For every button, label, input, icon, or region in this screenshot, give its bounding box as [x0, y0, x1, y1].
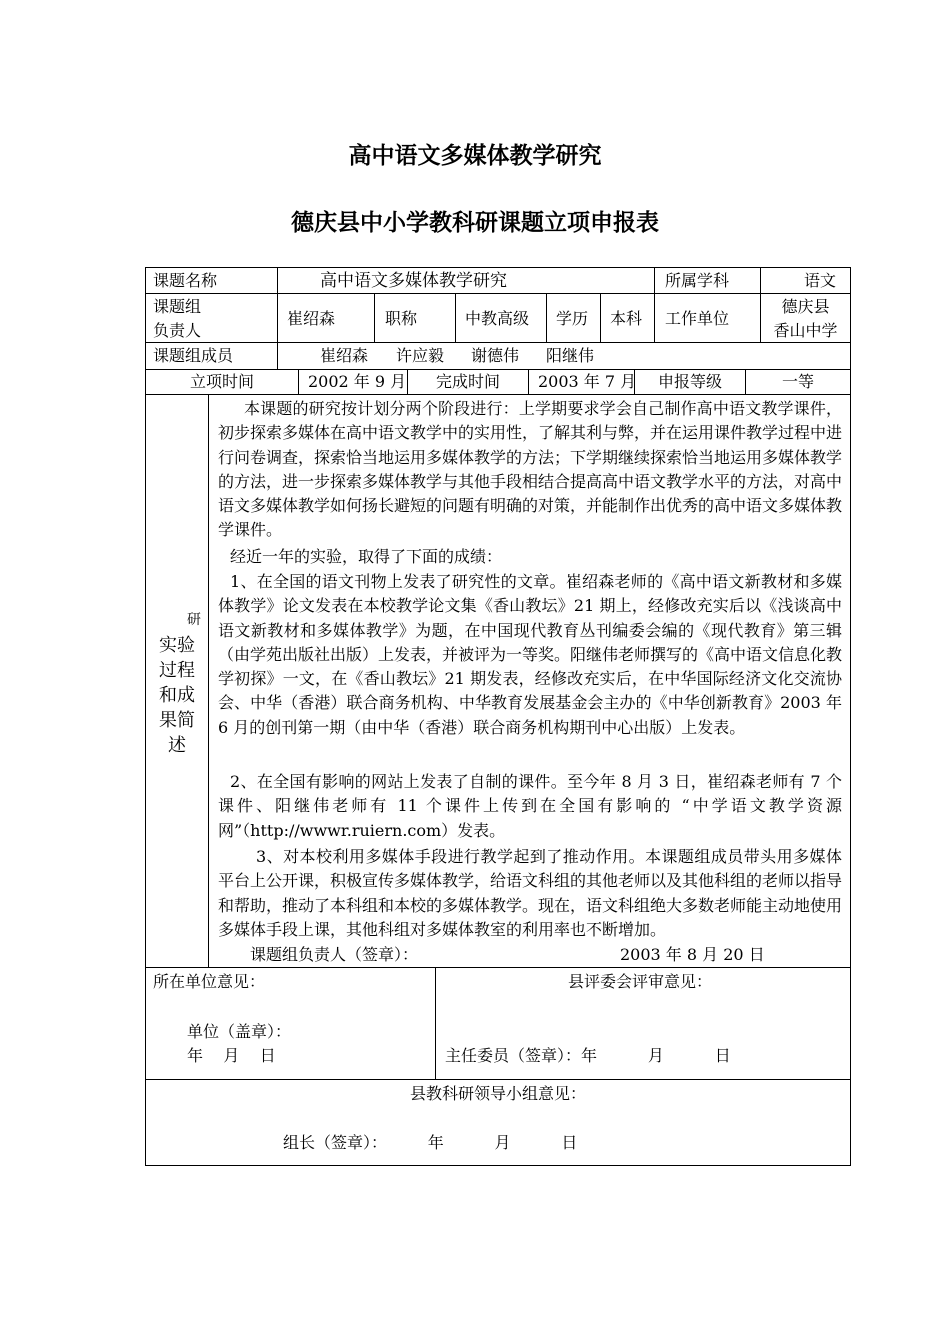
unit-opinion-label: 所在单位意见：	[153, 972, 266, 991]
county-opinion-label: 县评委会评审意见：	[568, 972, 713, 991]
value-leader: 崔绍森	[287, 309, 336, 328]
col-divider	[277, 342, 278, 370]
side-label-line: 实验	[159, 635, 195, 656]
label-project-name: 课题名称	[153, 271, 218, 290]
leader-opinion-label: 县教科研领导小组意见：	[409, 1084, 586, 1103]
form-title: 德庆县中小学教科研课题立项申报表	[291, 210, 659, 236]
label-leader-line1: 课题组	[153, 297, 202, 316]
label-subject: 所属学科	[665, 271, 730, 290]
value-grade: 一等	[781, 372, 814, 391]
member-name: 许应毅	[396, 346, 445, 365]
value-start-time: 2002 年 9 月	[308, 372, 407, 391]
table-border-top	[145, 267, 851, 268]
side-label-line: 和成	[159, 685, 195, 706]
value-education: 本科	[610, 309, 643, 328]
value-project-name: 高中语文多媒体教学研究	[320, 271, 507, 291]
signature-date: 2003 年 8 月 20 日	[620, 945, 765, 964]
value-work-unit-line2: 香山中学	[773, 321, 838, 340]
col-divider	[528, 369, 529, 395]
county-signer: 主任委员（签章）：年 月 日	[445, 1046, 731, 1065]
member-name: 谢德伟	[471, 346, 520, 365]
summary-paragraph: 本课题的研究按计划分两个阶段进行：上学期要求学会自己制作高中语文教学课件，初步探索多媒体在高中语文教学中的实用性，了解其利与弊，并在运用课件教学过程中进行问卷调查，探索恰当地运用多媒体教学的方法；下学期继续探索恰当地运用多媒体教学的方法，进一步探索多媒体教学与其他手段相结合提高高中语文教学水平的方法，对高中语文多媒体教学如何扬长避短的问题有明确的对策，并能制作出优秀的高中语文多媒体教学课件。	[218, 399, 843, 540]
member-name: 阳继伟	[546, 346, 595, 365]
table-border-bottom	[145, 1165, 851, 1166]
value-end-time: 2003 年 7 月	[538, 372, 637, 391]
value-subject: 语文	[804, 271, 837, 290]
member-name: 崔绍森	[320, 346, 369, 365]
leader-signer: 组长（签章）： 年 月 日	[283, 1133, 578, 1152]
value-work-unit-line1: 德庆县	[781, 297, 830, 316]
signature-label: 课题组负责人（签章）：	[250, 945, 419, 964]
row-divider	[145, 1079, 851, 1080]
side-label-line: 述	[168, 735, 186, 756]
summary-paragraph: 1、在全国的语文刊物上发表了研究性的文章。崔绍森老师的《高中语文新教材和多媒体教学》论文发表在本校教学论文集《香山教坛》21 期上，经修改充实后以《浅谈高中语文新教材和多媒体教学》为题，在中国现代教育丛刊编委会编的《现代教育》第三辑（由学苑出版社出版）上发表，并被评为一等奖。阳继伟老师撰写的《高中语文信息化教学初探》一文，在《香山教坛》21 期发表，经修改充实后，在中华国际经济文化交流协会、中华（香港）联合商务机构、中华教育发展基金会主办的《中华创新教育》2003 年 6 月的创刊第一期（由中华（香港）联合商务机构期刊中心出版）上发表。	[218, 572, 843, 737]
label-professional-title: 职称	[385, 309, 418, 328]
side-label-line: 果简	[159, 710, 195, 731]
col-divider	[208, 394, 209, 968]
col-divider	[455, 293, 456, 343]
col-divider	[374, 293, 375, 343]
row-divider	[145, 342, 851, 343]
col-divider	[654, 267, 655, 343]
page-title: 高中语文多媒体教学研究	[348, 143, 602, 169]
col-divider	[277, 267, 278, 343]
table-border-right	[850, 267, 851, 1166]
label-education: 学历	[556, 309, 589, 328]
unit-seal-label: 单位（盖章）：	[187, 1022, 292, 1041]
unit-date: 年 月 日	[187, 1046, 276, 1065]
summary-paragraph: 经近一年的实验，取得了下面的成绩：	[230, 547, 503, 566]
side-label-line: 过程	[159, 660, 195, 681]
value-professional-title: 中教高级	[465, 309, 530, 328]
label-start-time: 立项时间	[189, 372, 254, 391]
label-members: 课题组成员	[153, 346, 234, 365]
col-divider	[546, 293, 547, 343]
side-label-small: 研	[187, 612, 201, 628]
row-divider	[145, 967, 851, 968]
label-grade: 申报等级	[657, 372, 722, 391]
label-end-time: 完成时间	[435, 372, 500, 391]
row-divider	[145, 293, 851, 294]
summary-paragraph: 2、在全国有影响的网站上发表了自制的课件。至今年 8 月 3 日，崔绍森老师有 7 个课件、阳继伟老师有 11 个课件上传到在全国有影响的 “中学语文教学资源网”（http://wwwr.ruiern.com）发表。	[218, 772, 842, 840]
summary-paragraph: 3、对本校利用多媒体手段进行教学起到了推动作用。本课题组成员带头用多媒体平台上公开课，积极宣传多媒体教学，给语文科组的其他老师以及其他科组的老师以指导和帮助，推动了本科组和本校的多媒体教学。现在，语文科组绝大多数老师能主动地使用多媒体手段上课，其他科组对多媒体教室的利用率也不断增加。	[218, 847, 843, 939]
col-divider	[298, 369, 299, 395]
col-divider	[435, 967, 436, 1080]
label-leader-line2: 负责人	[153, 321, 202, 340]
label-work-unit: 工作单位	[665, 309, 730, 328]
col-divider	[600, 293, 601, 343]
